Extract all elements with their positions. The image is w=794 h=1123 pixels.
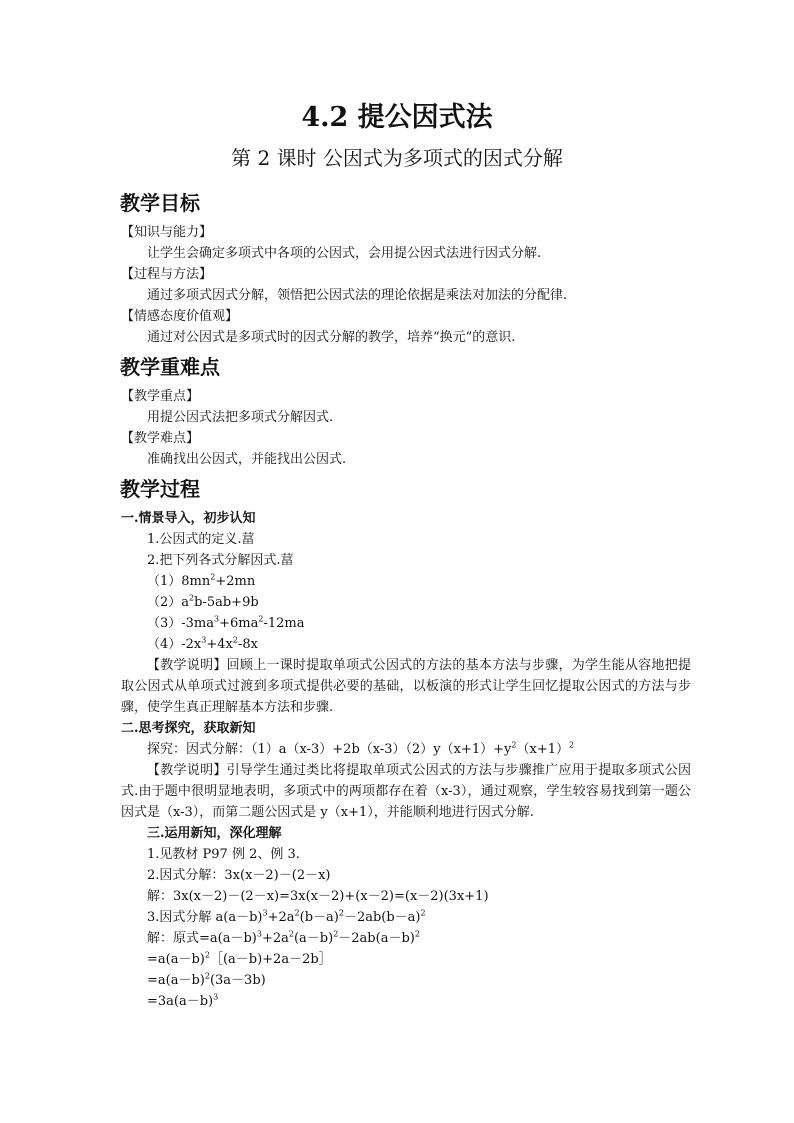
- process-heading: 教学过程: [120, 477, 200, 501]
- exercise-2: $(2)a^2b-5ab+9b$: [147, 593, 259, 610]
- section-1-item-2: 2.把下列各式分解因式.葍: [147, 553, 294, 568]
- section-3-step-1: $=a(a-b)^2[(a-b)+2a-2b]$: [147, 950, 332, 967]
- exercise-3: $(3)-3ma^3+6ma^2-12ma$: [147, 614, 305, 631]
- section-3-item-3: 3.因式分解 $a(a-b)^3+2a^2(b-a)^2-2ab(b-a)^2$: [147, 908, 426, 925]
- difficulty-text: 准确找出公因式，并能找出公因式.: [147, 452, 347, 467]
- section-3-title: 三.运用新知，深化理解: [147, 826, 282, 841]
- exercise-1: $(1)8mn^2+2mn$: [147, 572, 256, 589]
- page-subtitle: 第 2 课时 公因式为多项式的因式分解: [231, 146, 563, 170]
- teaching-note-1: 【教学说明】回顾上一课时提取单项式公因式的方法的基本方法与步骤，为学生能从容地把提取公因式从单项式过渡到多项式提供必要的基础，以板演的形式让学生回忆提取公因式的方法与步骤，使学生真正理解基本方法和步骤.: [121, 658, 691, 715]
- process-text: 通过多项式因式分解，领悟把公因式法的理论依据是乘法对加法的分配律.: [147, 288, 568, 303]
- difficulty-label: 【教学难点】: [121, 431, 200, 446]
- section-3-step-2: $=a(a-b)^2(3a-3b)$: [147, 971, 266, 988]
- objectives-heading: 教学目标: [120, 191, 200, 215]
- focus-label: 【教学重点】: [121, 389, 200, 404]
- exercise-4: $(4)-2x^3+4x^2-8x$: [147, 635, 258, 652]
- key-points-heading: 教学重难点: [120, 355, 220, 379]
- section-2-title: 二.思考探究，获取新知: [121, 721, 256, 736]
- section-3-step-3: $=3a(a-b)^3$: [147, 992, 219, 1009]
- page-title: 4.2 提公因式法: [301, 102, 493, 133]
- document-body: [121, 184, 691, 1012]
- attitude-text: 通过对公因式是多项式时的因式分解的教学，培养“换元”的意识.: [147, 330, 516, 345]
- section-3-item-1: 1.见教材 P97 例 2、例 3.: [147, 847, 300, 862]
- explore-text: 探究：因式分解：$(1)a(x-3)+2b(x-3)(2)y(x+1)+y^2(x+1)^2$: [147, 740, 575, 757]
- knowledge-text: 让学生会确定多项式中各项的公因式，会用提公因式法进行因式分解.: [147, 246, 542, 261]
- process-label: 【过程与方法】: [121, 267, 213, 282]
- section-1-title: 一.情景导入，初步认知: [121, 511, 256, 526]
- attitude-label: 【情感态度价值观】: [121, 309, 239, 324]
- teaching-note-2: 【教学说明】引导学生通过类比将提取单项式公因式的方法与步骤推广应用于提取多项式公因式.由于题中很明显地表明，多项式中的两项都存在着（x-3），通过观察，学生较容易找到第一题公因式是（x-3），而第二题公因式是 y（x+1），并能顺利地进行因式分解.: [121, 763, 691, 820]
- knowledge-label: 【知识与能力】: [121, 225, 213, 240]
- focus-text: 用提公因式法把多项式分解因式.: [147, 410, 334, 425]
- section-3-item-2: 2.因式分解：3x(x－2)－(2－x): [147, 868, 331, 883]
- section-1-item-1: 1.公因式的定义.葍: [147, 532, 255, 547]
- section-3-solution-2: 解：3x(x－2)－(2－x)=3x(x－2)+(x－2)=(x－2)(3x+1): [147, 889, 489, 904]
- section-3-solution-3: 解：原式$=a(a-b)^3+2a^2(a-b)^2-2ab(a-b)^2$: [147, 929, 420, 946]
